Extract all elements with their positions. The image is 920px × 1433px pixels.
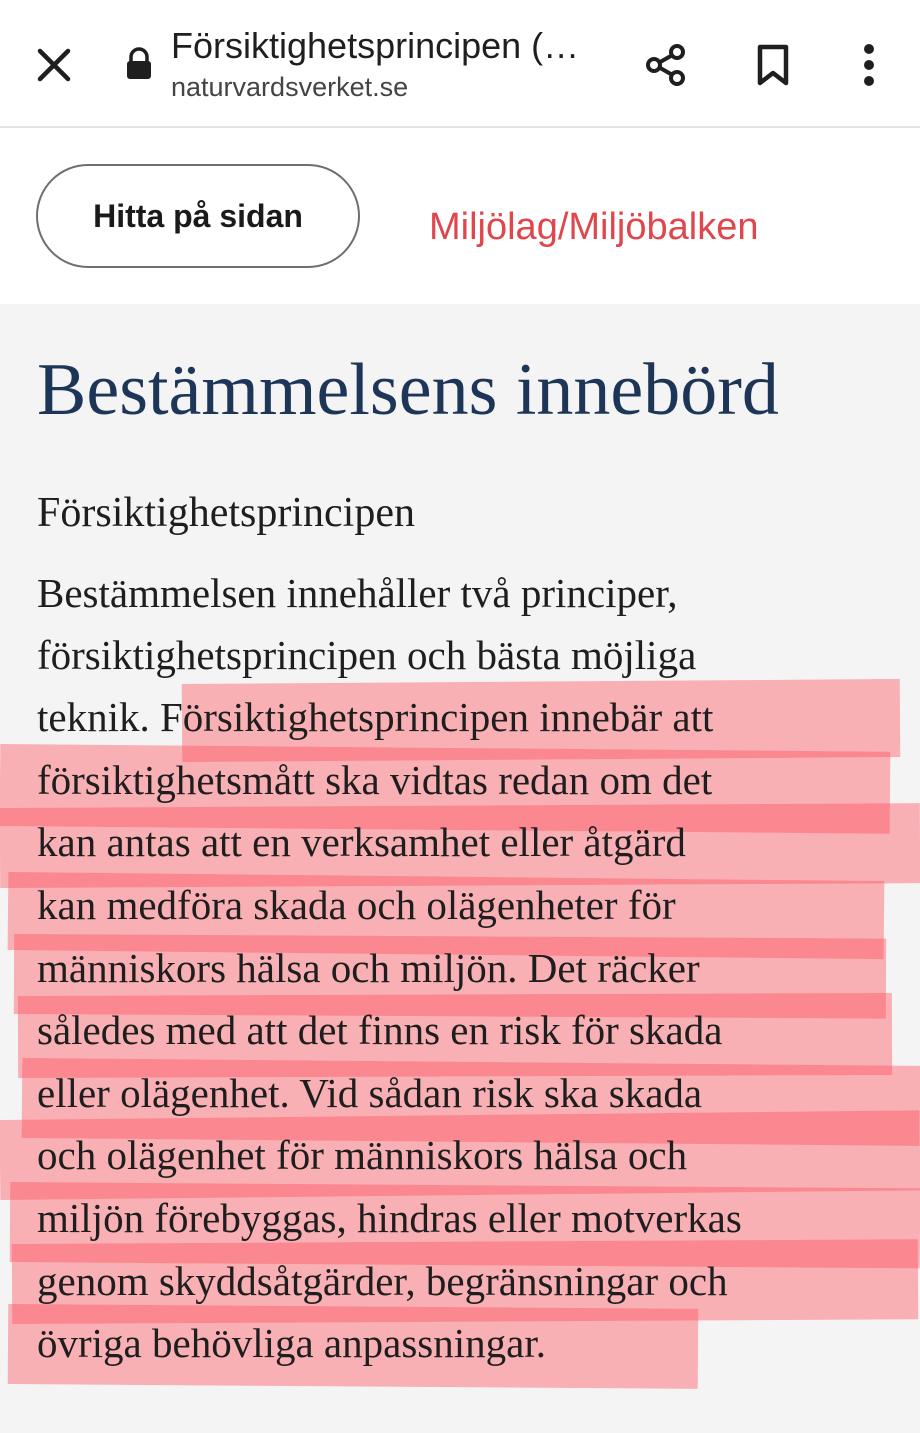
address-bar[interactable] [171,24,611,104]
share-icon [643,42,689,88]
bookmark-button[interactable] [741,33,805,97]
paragraph-line: således med att det finns en risk för skada [37,1007,723,1053]
page-header-band [0,128,920,304]
paragraph-line: kan antas att en verksamhet eller åtgärd [37,819,686,865]
paragraph-line: Bestämmelsen innehåller två principer, [37,570,678,616]
more-options-button[interactable] [837,33,901,97]
share-button[interactable] [634,33,698,97]
more-vert-icon [862,43,876,87]
paragraph-line: eller olägenhet. Vid sådan risk ska skada [37,1070,703,1116]
browser-toolbar [0,0,920,128]
paragraph-line: kan medföra skada och olägenheter för [37,882,676,928]
section-subheading: Försiktighetsprincipen [37,490,415,536]
section-heading: Bestämmelsens innebörd [37,349,779,431]
find-on-page-button[interactable]: Hitta på sidan [36,164,360,268]
paragraph-line: försiktighetsprincipen och bästa möjliga [37,632,697,678]
close-button[interactable] [22,33,86,97]
lock-icon [122,47,156,81]
paragraph-line: övriga behövliga anpassningar. [37,1320,546,1366]
breadcrumb-link[interactable]: Miljölag/Miljöbalken [429,206,759,248]
bookmark-icon [755,43,791,87]
paragraph-line: försiktighetsmått ska vidtas redan om det [37,757,713,803]
close-icon [36,47,72,83]
page-title: Försiktighetsprincipen (… [171,25,580,66]
paragraph-line: miljön förebyggas, hindras eller motverkas [37,1195,742,1241]
paragraph-line: och olägenhet för människors hälsa och [37,1132,688,1178]
paragraph-line: teknik. Försiktighetsprincipen innebär att [37,694,714,740]
paragraph-line: genom skyddsåtgärder, begränsningar och [37,1258,728,1304]
paragraph-line: människors hälsa och miljön. Det räcker [37,945,700,991]
page-url: naturvardsverket.se [171,72,409,102]
